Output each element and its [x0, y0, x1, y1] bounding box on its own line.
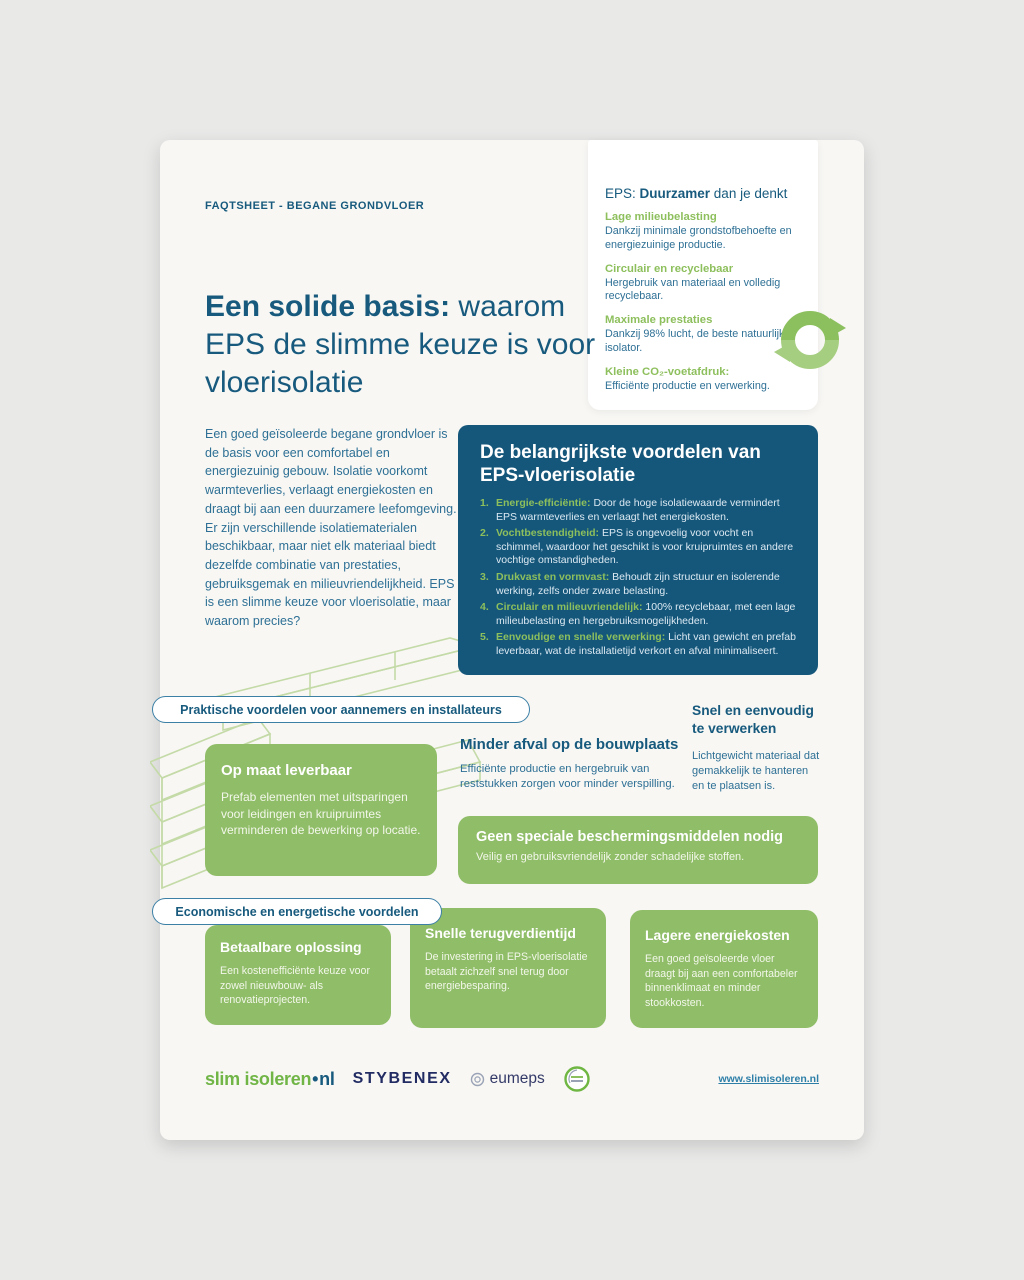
- block-title: Minder afval op de bouwplaats: [460, 736, 679, 753]
- benefit-item: [480, 571, 798, 598]
- card-title: Betaalbare oplossing: [220, 939, 362, 955]
- section-pill-practical: Praktische voordelen voor aannemers en installateurs: [152, 696, 530, 723]
- sidebar-item: [605, 262, 800, 305]
- block-minder-afval: [460, 736, 692, 792]
- sidebar-title-suffix: dan je denkt: [710, 186, 788, 201]
- sidebar-title-bold: Duurzamer: [639, 186, 711, 201]
- page-title: [205, 288, 597, 402]
- circular-eco-badge-icon: [563, 1065, 591, 1093]
- document-kicker: [205, 200, 424, 212]
- website-link[interactable]: www.slimisoleren.nl: [718, 1073, 819, 1085]
- page-title-bold: Een solide basis:: [205, 290, 451, 323]
- card-betaalbare-oplossing: [205, 925, 391, 1025]
- sidebar-title: [605, 186, 800, 201]
- page-title-rest: waarom EPS de slimme keuze is voor vloerisolatie: [205, 290, 596, 399]
- eumeps-mark-icon: [470, 1072, 485, 1087]
- recycle-arrows-icon: [772, 302, 848, 378]
- slim-isoleren-wordmark: slim isoleren: [205, 1068, 312, 1089]
- footer-logos: [205, 1065, 591, 1093]
- benefit-number: 2.: [480, 527, 489, 540]
- card-text: Een kostenefficiënte keuze voor zowel nieuwbouw- als renovatieprojecten.: [220, 965, 370, 1006]
- eumeps-logo: [470, 1070, 545, 1088]
- card-lagere-energiekosten: [630, 910, 818, 1028]
- sidebar-item-text: Efficiënte productie en verwerking.: [605, 379, 770, 392]
- kicker-topic: BEGANE GRONDVLOER: [286, 200, 425, 212]
- block-snel-verwerken: [692, 702, 822, 794]
- benefit-number: 4.: [480, 601, 489, 614]
- card-title: Op maat leverbaar: [221, 762, 352, 779]
- benefit-text: Licht van gewicht en prefab leverbaar, wat de installatietijd verkort en afval minimaliseert.: [496, 631, 796, 657]
- benefit-label: Energie-efficiëntie:: [496, 497, 591, 509]
- benefit-item: [480, 497, 798, 524]
- card-title: Snelle terugverdientijd: [425, 925, 576, 941]
- stybenex-logo: STYBENEX: [352, 1070, 452, 1087]
- sidebar-item-label: Lage milieubelasting: [605, 211, 717, 223]
- benefit-number: 3.: [480, 570, 489, 583]
- sidebar-item: [605, 210, 800, 253]
- sidebar-item-text: Hergebruik van materiaal en volledig recyclebaar.: [605, 276, 781, 303]
- benefit-text: EPS is ongevoelig voor vocht en schimmel, waardoor het geschikt is voor kruipruimtes en andere vochtige omstandigheden.: [496, 527, 794, 567]
- intro-paragraph: Een goed geïsoleerde begane grondvloer is de basis voor een comfortabel en energiezuinig gebouw. Isolatie voorkomt warmteverlies, verlaagt energiekosten en draagt bij aan een duurzamere leefomgeving. Er zijn verschillende isolatiematerialen beschikbaar, maar niet elk materiaal biedt dezelfde combinatie van prestaties, gebruiksgemak en milieuvriendelijkheid. EPS is een slimme keuze voor vloerisolatie, maar waarom precies?: [205, 427, 457, 629]
- benefits-panel: [458, 425, 818, 675]
- card-text: Een goed geïsoleerde vloer draagt bij aan een comfortabeler binnenklimaat en minder stookkosten.: [645, 953, 798, 1009]
- card-text: De investering in EPS-vloerisolatie betaalt zichzelf snel terug door energiebesparing.: [425, 951, 588, 992]
- slim-isoleren-tld: nl: [319, 1068, 335, 1089]
- card-geen-beschermingsmiddelen: [458, 816, 818, 884]
- benefit-number: 1.: [480, 497, 489, 509]
- kicker-prefix: FAQTSHEET -: [205, 200, 287, 212]
- card-snelle-terugverdientijd: [410, 908, 606, 1028]
- sidebar-item-label: Circulair en recyclebaar: [605, 262, 734, 275]
- card-title: Lagere energiekosten: [645, 927, 790, 943]
- benefit-text: Behoudt zijn structuur en isolerende werking, zelfs onder zware belasting.: [496, 570, 780, 597]
- section-pill-economic: Economische en energetische voordelen: [152, 898, 442, 925]
- sidebar-item: [605, 365, 800, 394]
- card-text: Prefab elementen met uitsparingen voor leidingen en kruipruimtes verminderen de bewerking op locatie.: [221, 790, 421, 837]
- footer: [205, 1064, 819, 1094]
- sidebar-item: [605, 313, 800, 356]
- benefit-text: 100% recyclebaar, met een lage milieubelasting en hergebruiksmogelijkheden.: [496, 601, 796, 627]
- benefit-item: [480, 631, 798, 658]
- block-text: Lichtgewicht materiaal dat gemakkelijk te hanteren en te plaatsen is.: [692, 750, 820, 792]
- benefit-label: Eenvoudige en snelle verwerking:: [496, 631, 666, 644]
- card-title: Geen speciale beschermingsmiddelen nodig: [476, 829, 784, 845]
- slim-isoleren-logo: [205, 1069, 335, 1090]
- sidebar-item-text: Dankzij minimale grondstofbehoefte en energiezuinige productie.: [605, 225, 792, 251]
- benefit-item: [480, 601, 798, 628]
- sidebar-item-label: Maximale prestaties: [605, 314, 713, 327]
- benefit-label: Vochtbestendigheid:: [496, 527, 600, 540]
- block-text: Efficiënte productie en hergebruik van reststukken zorgen voor minder verspilling.: [460, 763, 675, 790]
- factsheet-page: [160, 140, 864, 1140]
- benefit-text: Door de hoge isolatiewaarde vermindert EPS warmteverlies en verlaagt het energiekosten.: [496, 497, 780, 523]
- card-text: Veilig en gebruiksvriendelijk zonder schadelijke stoffen.: [476, 851, 745, 863]
- benefit-label: Circulair en milieuvriendelijk:: [496, 601, 643, 614]
- block-title: Snel en eenvoudig te verwerken: [692, 703, 814, 736]
- slim-isoleren-dot: •: [312, 1068, 319, 1089]
- sidebar-item-text: Dankzij 98% lucht, de beste natuurlijke isolator.: [605, 328, 791, 354]
- benefit-label: Drukvast en vormvast:: [496, 570, 610, 583]
- benefit-item: [480, 527, 798, 568]
- card-op-maat-leverbaar: [205, 744, 437, 876]
- eumeps-wordmark: eumeps: [489, 1070, 545, 1087]
- benefit-number: 5.: [480, 631, 489, 644]
- benefits-list: [480, 497, 798, 659]
- benefits-title: De belangrijkste voordelen van EPS-vloerisolatie: [480, 442, 761, 486]
- sidebar-title-prefix: EPS:: [605, 186, 640, 201]
- sidebar-item-label: Kleine CO₂-voetafdruk:: [605, 365, 730, 378]
